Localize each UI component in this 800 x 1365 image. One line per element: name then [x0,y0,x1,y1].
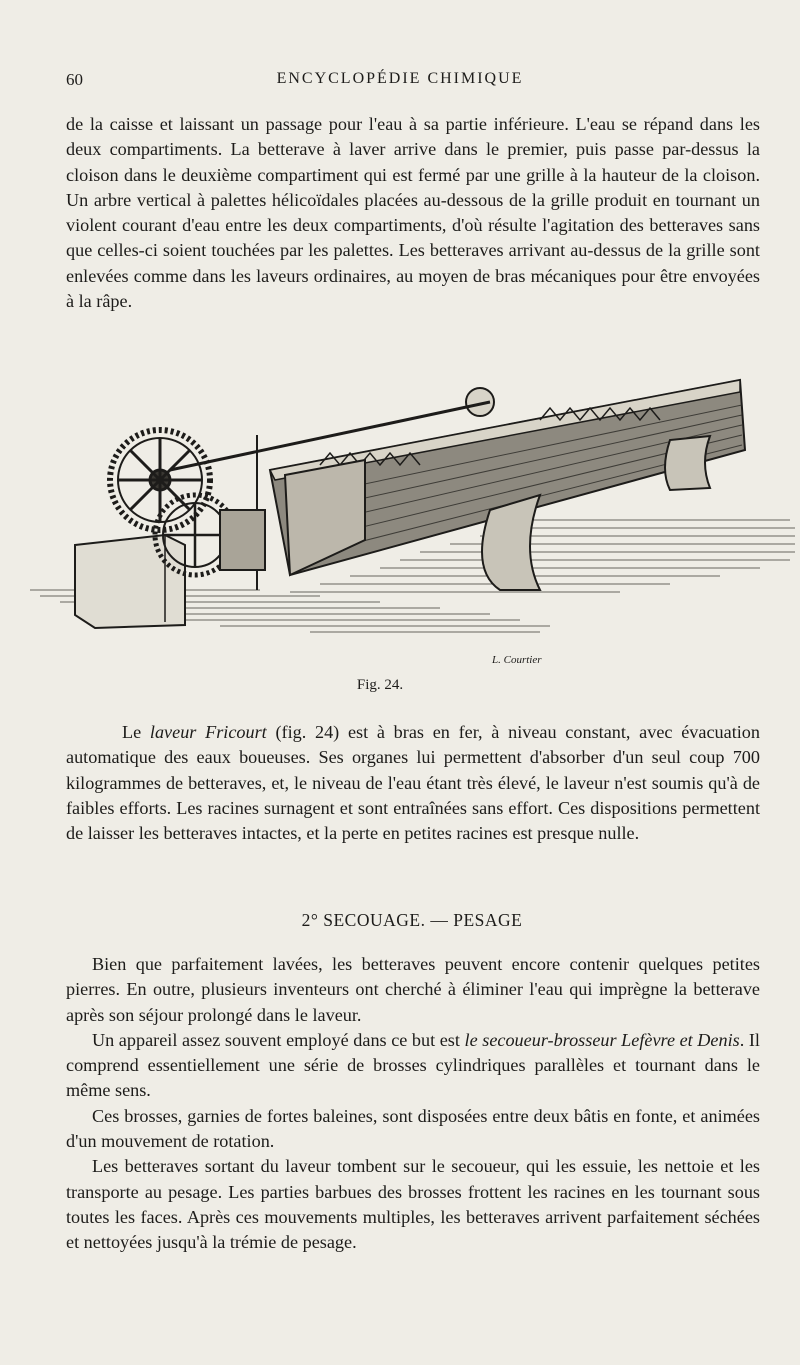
paragraph-fricourt [66,720,760,846]
section-heading: 2° SECOUAGE. — PESAGE [301,910,523,930]
italic-term: le secoueur-brosseur Lefèvre et Denis [464,1029,740,1050]
paragraph: Bien que parfaitement lavées, les betteraves peuvent encore contenir quelques petites pierres. En outre, plusieurs inventeurs ont cherché à éliminer l'eau qui imprègne la betterave après son séjour prolongé dans le laveur. [66,954,760,1025]
running-title: ENCYCLOPÉDIE CHIMIQUE [276,70,524,87]
section-body [66,952,760,1256]
text-run: (fig. 24) est à bras en fer, à niveau constant, avec évacuation automatique des eaux boueuses. Ses organes lui permettent d'absorber d'un seul coup 700 kilogrammes de betteraves, et, le niveau de l'eau étant très élevé, le laveur n'est soumis qu'à de faibles efforts. Les racines surnagent et sont entraînées sans effort. Ces dispositions permettent de laisser les betteraves intactes, et la perte en petites racines est presque nulle. [66,722,760,844]
text-run: . Il comprend essentiellement une série de brosses cylindriques parallèles et tournant dans le même sens. [66,1029,760,1101]
italic-term: laveur Fricourt [149,722,267,742]
figure-beet-washer [20,360,800,660]
text-run: Un appareil assez souvent employé dans ce but est [92,1029,465,1050]
figure-caption: Fig. 24. [356,677,404,693]
paragraph [66,1028,760,1104]
running-header [0,70,800,94]
paragraph-intro: de la caisse et laissant un passage pour l'eau à sa partie inférieure. L'eau se répand dans les deux compartiments. La betterave à laver arrive dans le premier, puis passe par-dessus la cloison dans le deuxième compartiment qui est fermé par une grille à la hauteur de la cloison. Un arbre vertical à palettes hélicoïdales placées au-dessous de la grille produit en tournant un violent courant d'eau entre les deux compartiments, d'où résulte l'agitation des betteraves sans que celles-ci soient touchées par les palettes. Les betteraves arrivant au-dessus de la grille sont enlevées comme dans les laveurs ordinaires, au moyen de bras mécaniques pour être envoyées à la râpe. [66,114,760,312]
paragraph: Ces brosses, garnies de fortes baleines, sont disposées entre deux bâtis en fonte, et animées d'un mouvement de rotation. [66,1105,760,1152]
engraver-signature: L. Courtier [492,654,542,666]
beet-washer-illustration [20,360,800,660]
text-run: Le [122,722,150,742]
page-number: 60 [66,70,83,89]
paragraph: Les betteraves sortant du laveur tombent sur le secoueur, qui les essuie, les nettoie et les transporte au pesage. Les parties barbues des brosses frottent les racines en les tournant sous toutes les faces. Après ces mouvements multiples, les betteraves arrivent parfaitement séchées et nettoyées jusqu'à la trémie de pesage. [66,1156,760,1253]
